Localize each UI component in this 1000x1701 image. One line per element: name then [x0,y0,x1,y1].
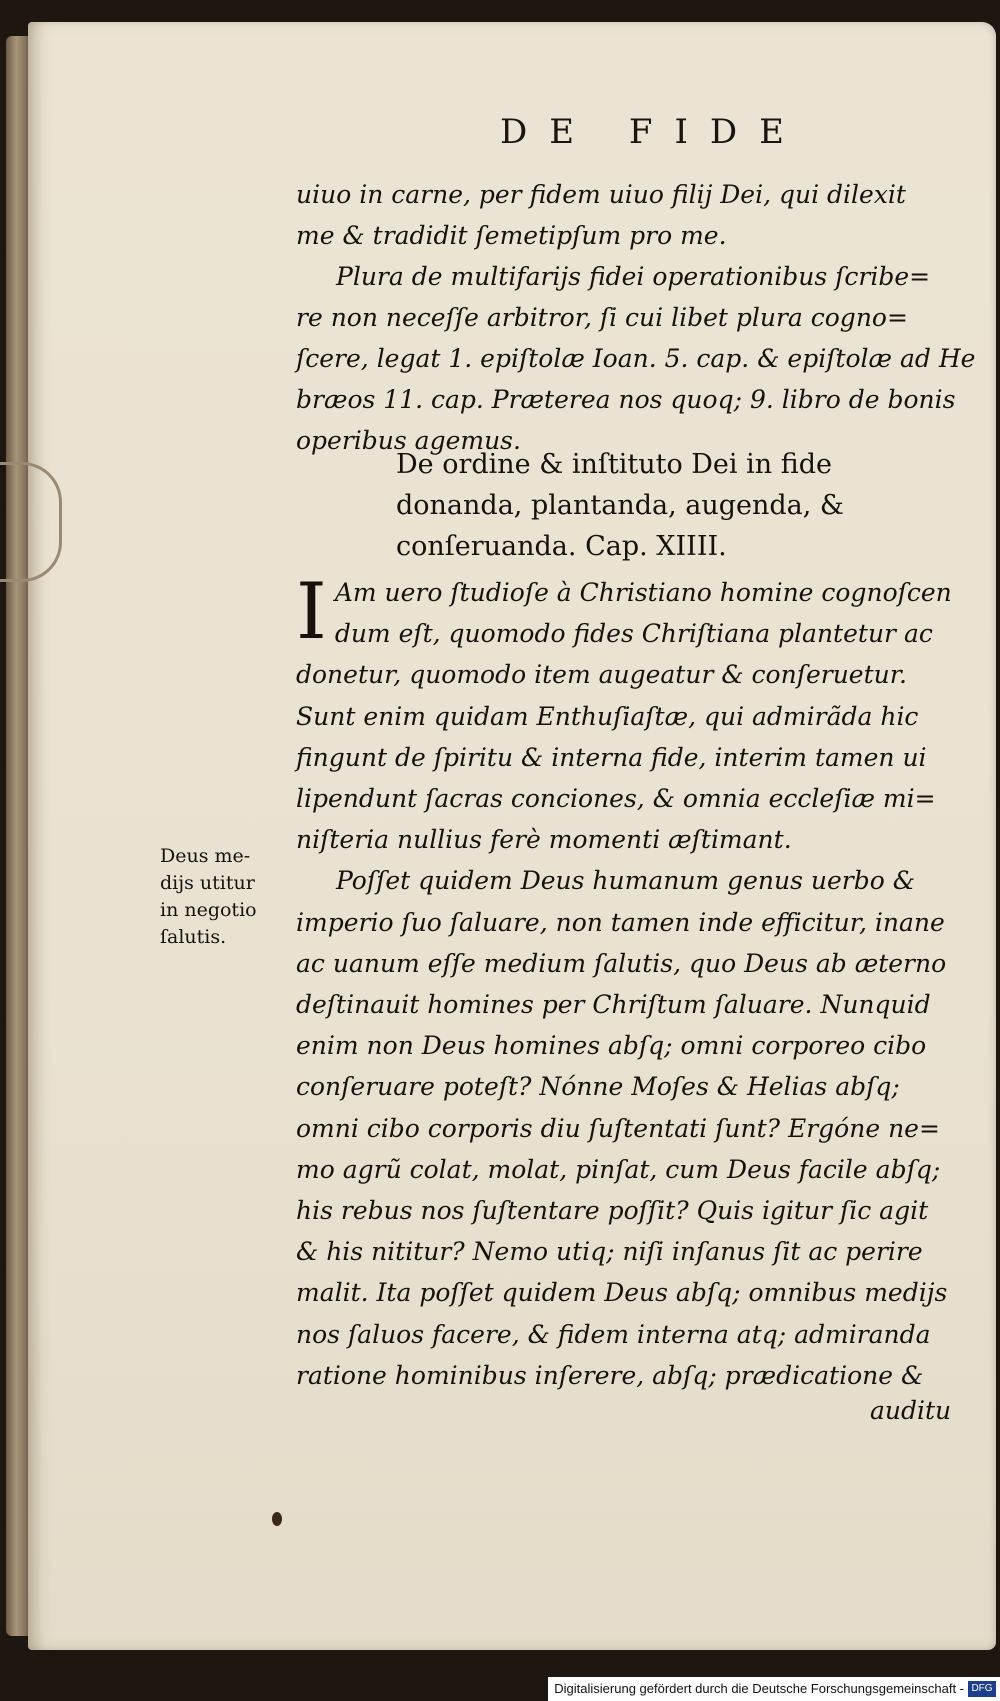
text-line: Sunt enim quidam Enthuſiaſtæ, qui admirãda hic [296,701,919,731]
text-line: donetur, quomodo item augeatur & conſeruetur. [296,660,907,690]
ink-stain [272,1512,282,1526]
margin-note [160,843,290,951]
text-line: imperio ſuo ſaluare, non tamen inde efficitur, inane [296,907,945,937]
running-head: DE FIDE [500,112,806,152]
text-line: Plura de multifarijs fidei operationibus ſcribe= [336,262,931,291]
text-line: ratione hominibus inſerere, abſq; prædicatione & [296,1360,924,1390]
text-line: lipendunt ſacras conciones, & omnia eccleſiæ mi= [296,784,936,814]
drop-cap: I [296,567,327,657]
text-line: niſteria nullius ferè momenti æſtimant. [296,825,792,855]
catchword: auditu [870,1396,952,1425]
margin-note-line: in negotio [160,899,257,921]
text-line: his rebus nos ſuſtentare poſſit? Quis igitur ſic agit [296,1196,929,1226]
text-line: ſcere, legat 1. epiſtolæ Ioan. 5. cap. & epiſtolæ ad He [296,344,976,373]
text-line: ac uanum eſſe medium ſalutis, quo Deus ab æterno [296,948,947,978]
text-line: operibus agemus. [296,426,521,455]
text-line: uiuo in carne, per fidem uiuo filij Dei, qui dilexit [296,180,906,209]
dfg-logo: DFG [968,1681,996,1697]
text-line: malit. Ita poſſet quidem Deus abſq; omnibus medijs [296,1278,948,1308]
chapter-heading [396,444,916,567]
text-line: Poſſet quidem Deus humanum genus uerbo & [336,866,915,896]
text-line: conſeruare poteſt? Nónne Moſes & Helias abſq; [296,1072,900,1102]
text-line: nos ſaluos facere, & fidem interna atq; admiranda [296,1319,931,1349]
top-paragraph [296,174,976,461]
heading-line: conſeruanda. Cap. XIIII. [396,531,727,562]
margin-note-line: dijs utitur [160,872,255,894]
text-line: dum eſt, quomodo fides Chriſtiana plantetur ac [334,619,933,649]
heading-line: donanda, plantanda, augenda, & [396,490,844,521]
text-line: re non neceſſe arbitror, ſi cui libet plura cogno= [296,303,908,332]
text-line: Am uero ſtudioſe à Christiano homine cognoſcen [334,578,952,607]
chapter-body [296,567,956,1396]
text-line: mo agrũ colat, molat, pinſat, cum Deus facile abſq; [296,1154,941,1184]
text-line: bræos 11. cap. Præterea nos quoq; 9. libro de bonis [296,385,956,414]
digitization-credit: Digitalisierung gefördert durch die Deutsche Forschungsgemeinschaft - [548,1677,1000,1701]
text-line: fingunt de ſpiritu & interna fide, interim tamen ui [296,742,927,772]
text-line: enim non Deus homines abſq; omni corporeo cibo [296,1031,927,1061]
text-line: omni cibo corporis diu ſuſtentati ſunt? Ergóne ne= [296,1113,940,1143]
text-line: & his nititur? Nemo utiq; niſi inſanus ſit ac perire [296,1237,923,1267]
heading-line: De ordine & inſtituto Dei in fide [396,449,833,480]
margin-note-line: Deus me- [160,845,251,867]
clasp-outline [0,462,62,582]
margin-note-line: ſalutis. [160,926,227,948]
text-line: deſtinauit homines per Chriſtum ſaluare. Nunquid [296,990,931,1020]
text-line: me & tradidit ſemetipſum pro me. [296,221,727,250]
